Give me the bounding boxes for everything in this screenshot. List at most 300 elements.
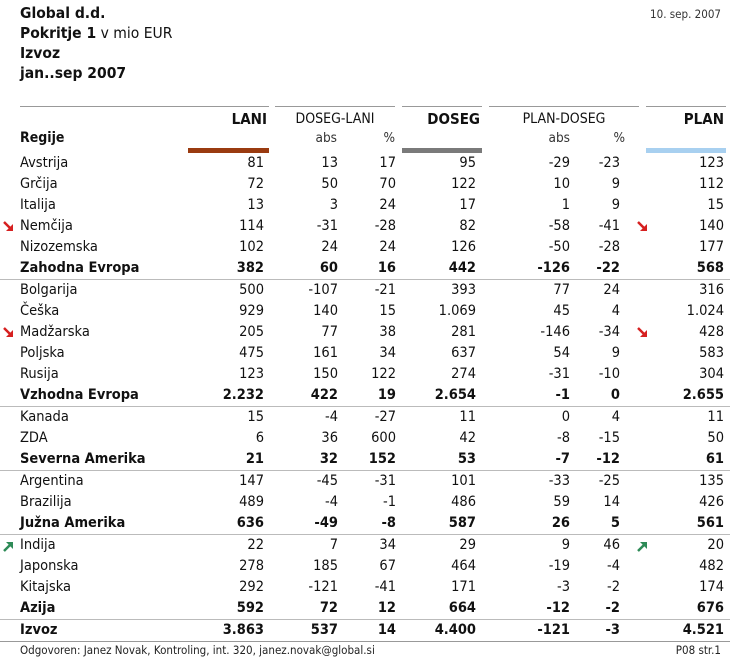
cell-lani xyxy=(188,598,268,620)
cell-plan-doseg-pct xyxy=(570,280,630,302)
cell-lani-value: 21 xyxy=(245,451,264,467)
cell-plan-value: 15 xyxy=(707,197,724,213)
cell-lani xyxy=(188,385,268,407)
cell-doseg xyxy=(396,216,480,237)
cell-plan xyxy=(630,364,730,385)
row-name-value: Zahodna Evropa xyxy=(20,260,140,276)
cell-doseg-lani-pct xyxy=(338,216,396,237)
row-name-value: Azija xyxy=(20,600,56,616)
cell-plan xyxy=(630,153,730,174)
row-name xyxy=(0,195,188,216)
cell-doseg-lani-abs-value: 185 xyxy=(313,558,338,574)
table-row xyxy=(0,195,730,216)
cell-doseg-lani-pct-value: 14 xyxy=(377,622,396,638)
cell-doseg-value: 29 xyxy=(459,537,476,553)
cell-doseg-value: 486 xyxy=(451,494,476,510)
cell-doseg-lani-abs-value: 140 xyxy=(313,303,338,319)
cell-plan-doseg-abs xyxy=(480,492,570,513)
header-rule-plan xyxy=(646,106,726,107)
cell-doseg-lani-abs xyxy=(268,153,338,174)
cell-doseg-lani-abs-value: 36 xyxy=(321,430,338,446)
cell-doseg-lani-pct-value: 34 xyxy=(379,345,396,361)
row-name xyxy=(0,598,188,620)
row-name-value: Izvoz xyxy=(20,622,58,638)
cell-plan-value: 583 xyxy=(699,345,724,361)
cell-plan-doseg-pct xyxy=(570,556,630,577)
cell-plan-doseg-pct-value: -22 xyxy=(596,260,620,276)
cell-plan xyxy=(630,343,730,364)
cell-plan-doseg-abs xyxy=(480,513,570,535)
cell-plan xyxy=(630,407,730,429)
cell-plan-doseg-pct-value: -41 xyxy=(598,218,620,234)
cell-doseg xyxy=(396,513,480,535)
table-row xyxy=(0,364,730,385)
cell-doseg-lani-abs-value: -121 xyxy=(308,579,338,595)
cell-doseg-lani-pct-value: -31 xyxy=(374,473,396,489)
table-row xyxy=(0,301,730,322)
cell-plan xyxy=(630,492,730,513)
cell-doseg-lani-pct-value: 15 xyxy=(379,303,396,319)
cell-plan-doseg-pct-value: -2 xyxy=(605,600,620,616)
cell-doseg-lani-abs xyxy=(268,513,338,535)
cell-doseg-lani-pct-value: -1 xyxy=(382,494,396,510)
cell-doseg-lani-pct-value: -28 xyxy=(374,218,396,234)
cell-doseg-lani-pct-value: 19 xyxy=(377,387,396,403)
cell-plan-doseg-pct-value: 5 xyxy=(610,515,620,531)
row-name-value: Indija xyxy=(20,537,56,553)
cell-lani-value: 72 xyxy=(247,176,264,192)
table-row xyxy=(0,513,730,535)
cell-lani xyxy=(188,174,268,195)
cell-plan-value: 316 xyxy=(699,282,724,298)
table-row xyxy=(0,556,730,577)
cell-doseg-value: 464 xyxy=(451,558,476,574)
cell-doseg-value: 42 xyxy=(459,430,476,446)
export-table xyxy=(0,153,730,642)
cell-doseg-lani-abs xyxy=(268,322,338,343)
cell-plan-doseg-pct xyxy=(570,343,630,364)
cell-plan-doseg-abs-value: 9 xyxy=(561,537,570,553)
cell-doseg-lani-abs xyxy=(268,280,338,302)
cell-doseg-lani-abs-value: 77 xyxy=(321,324,338,340)
cell-plan xyxy=(630,598,730,620)
cell-plan-value: 568 xyxy=(696,260,724,276)
cell-plan-doseg-abs xyxy=(480,301,570,322)
cell-doseg-lani-pct xyxy=(338,492,396,513)
cell-plan-doseg-abs-value: -12 xyxy=(546,600,570,616)
cell-plan-value: 428 xyxy=(699,324,724,340)
row-name xyxy=(0,385,188,407)
cell-plan xyxy=(630,449,730,471)
cell-plan-doseg-pct-value: -12 xyxy=(596,451,620,467)
cell-plan-doseg-abs xyxy=(480,407,570,429)
cell-doseg xyxy=(396,535,480,557)
cell-doseg-lani-abs xyxy=(268,237,338,258)
row-name xyxy=(0,449,188,471)
row-name xyxy=(0,280,188,302)
cell-lani-value: 489 xyxy=(239,494,264,510)
cell-plan-doseg-pct-value: 14 xyxy=(603,494,620,510)
col-header-plan-doseg: PLAN-DOSEG xyxy=(522,111,606,127)
cell-plan-doseg-abs xyxy=(480,471,570,493)
cell-doseg-lani-abs xyxy=(268,343,338,364)
cell-plan-doseg-abs xyxy=(480,280,570,302)
cell-plan-doseg-abs-value: -33 xyxy=(548,473,570,489)
cell-plan-doseg-pct-value: 9 xyxy=(611,197,620,213)
cell-doseg-value: 82 xyxy=(459,218,476,234)
cell-plan-doseg-pct-value: -3 xyxy=(605,622,620,638)
cell-doseg xyxy=(396,492,480,513)
row-name xyxy=(0,216,188,237)
cell-doseg xyxy=(396,428,480,449)
cell-lani-value: 114 xyxy=(239,218,264,234)
cell-plan-doseg-abs-value: -19 xyxy=(548,558,570,574)
cell-plan-value: 11 xyxy=(707,409,724,425)
cell-plan-doseg-pct xyxy=(570,385,630,407)
cell-plan xyxy=(630,258,730,280)
cell-plan-doseg-pct-value: 24 xyxy=(603,282,620,298)
cell-lani-value: 13 xyxy=(247,197,264,213)
cell-doseg-value: 4.400 xyxy=(434,622,476,638)
cell-plan-doseg-abs-value: -3 xyxy=(556,579,570,595)
row-name xyxy=(0,343,188,364)
cell-plan-value: 50 xyxy=(707,430,724,446)
cell-doseg-lani-pct xyxy=(338,471,396,493)
report-header xyxy=(20,3,172,83)
cell-lani xyxy=(188,364,268,385)
cell-doseg-lani-pct-value: 70 xyxy=(379,176,396,192)
cell-plan-doseg-pct-value: 46 xyxy=(603,537,620,553)
cell-doseg-lani-pct-value: -41 xyxy=(374,579,396,595)
row-name xyxy=(0,407,188,429)
cell-plan-doseg-pct xyxy=(570,535,630,557)
cell-lani-value: 102 xyxy=(239,239,264,255)
table-row xyxy=(0,535,730,557)
cell-doseg-lani-pct xyxy=(338,237,396,258)
cell-plan-value: 482 xyxy=(699,558,724,574)
cell-plan-doseg-abs xyxy=(480,153,570,174)
row-name xyxy=(0,364,188,385)
cell-plan-doseg-abs-value: 59 xyxy=(553,494,570,510)
cell-doseg-lani-abs xyxy=(268,385,338,407)
row-name xyxy=(0,620,188,642)
cell-doseg-value: 442 xyxy=(448,260,476,276)
cell-plan xyxy=(630,174,730,195)
cell-doseg-value: 122 xyxy=(451,176,476,192)
row-name xyxy=(0,556,188,577)
cell-plan-doseg-abs-value: -126 xyxy=(537,260,570,276)
cell-plan-doseg-pct-value: -4 xyxy=(606,558,620,574)
cell-doseg-lani-pct-value: 12 xyxy=(377,600,396,616)
cell-plan-doseg-abs-value: -50 xyxy=(548,239,570,255)
cell-plan-doseg-abs-value: -1 xyxy=(555,387,570,403)
cell-plan xyxy=(630,428,730,449)
table-row xyxy=(0,407,730,429)
cell-doseg-lani-abs-value: -45 xyxy=(316,473,338,489)
row-name-value: Kitajska xyxy=(20,579,71,595)
cell-doseg-lani-abs xyxy=(268,407,338,429)
cell-plan-doseg-pct xyxy=(570,174,630,195)
row-name-value: Grčija xyxy=(20,176,58,192)
cell-doseg-value: 1.069 xyxy=(438,303,476,319)
trend-down-icon xyxy=(2,220,16,234)
table-row xyxy=(0,577,730,598)
cell-plan-doseg-pct xyxy=(570,153,630,174)
cell-lani-value: 278 xyxy=(239,558,264,574)
col-header-doseg: DOSEG xyxy=(427,110,480,128)
cell-plan-doseg-pct-value: 4 xyxy=(611,409,620,425)
cell-plan-doseg-pct xyxy=(570,216,630,237)
cell-doseg-lani-abs-value: 60 xyxy=(319,260,338,276)
table-row xyxy=(0,620,730,642)
cell-plan-doseg-abs-value: 77 xyxy=(553,282,570,298)
cell-plan-doseg-abs-value: -146 xyxy=(540,324,570,340)
cell-plan-doseg-pct xyxy=(570,258,630,280)
col-header-lani: LANI xyxy=(231,110,267,128)
cell-plan-doseg-pct-value: 4 xyxy=(611,303,620,319)
report-date: 10. sep. 2007 xyxy=(650,7,721,21)
cell-plan-doseg-pct-value: -28 xyxy=(598,239,620,255)
cell-plan-value: 20 xyxy=(707,537,724,553)
cell-doseg-value: 281 xyxy=(451,324,476,340)
cell-doseg xyxy=(396,258,480,280)
cell-doseg-lani-abs-value: -4 xyxy=(324,409,338,425)
row-name-value: Italija xyxy=(20,197,56,213)
cell-doseg-lani-abs xyxy=(268,556,338,577)
cell-doseg-lani-abs xyxy=(268,216,338,237)
cell-lani xyxy=(188,237,268,258)
col-sub-abs-pd: abs xyxy=(548,130,570,146)
row-name-value: ZDA xyxy=(20,430,48,446)
cell-plan-doseg-abs-value: -8 xyxy=(556,430,570,446)
trend-down-icon xyxy=(2,326,16,340)
cell-plan-doseg-pct-value: 0 xyxy=(610,387,620,403)
cell-plan-doseg-abs-value: -121 xyxy=(537,622,570,638)
cell-doseg-lani-abs-value: 50 xyxy=(321,176,338,192)
trend-down-icon xyxy=(636,326,650,340)
cell-plan-value: 112 xyxy=(699,176,724,192)
cell-plan-doseg-pct-value: 9 xyxy=(611,176,620,192)
cell-doseg-lani-abs-value: 7 xyxy=(329,537,338,553)
row-name xyxy=(0,535,188,557)
cell-doseg-lani-pct-value: 600 xyxy=(371,430,396,446)
cell-doseg-lani-pct xyxy=(338,322,396,343)
cell-doseg-value: 664 xyxy=(448,600,476,616)
cell-doseg-lani-abs xyxy=(268,471,338,493)
cell-doseg-lani-abs-value: 3 xyxy=(329,197,338,213)
cell-doseg-lani-abs-value: 422 xyxy=(310,387,338,403)
cell-lani-value: 636 xyxy=(236,515,264,531)
col-header-doseg-lani: DOSEG-LANI xyxy=(295,111,375,127)
cell-doseg-lani-abs-value: 72 xyxy=(319,600,338,616)
cell-doseg-lani-pct-value: 16 xyxy=(377,260,396,276)
cell-doseg xyxy=(396,598,480,620)
cell-plan-doseg-abs xyxy=(480,343,570,364)
cell-doseg-value: 53 xyxy=(457,451,476,467)
cell-plan xyxy=(630,195,730,216)
cell-doseg xyxy=(396,280,480,302)
table-row xyxy=(0,598,730,620)
cell-lani-value: 500 xyxy=(239,282,264,298)
row-name-value: Južna Amerika xyxy=(20,515,126,531)
cell-plan-doseg-abs xyxy=(480,237,570,258)
cell-plan-doseg-abs-value: -58 xyxy=(548,218,570,234)
cell-plan-value: 676 xyxy=(696,600,724,616)
cell-doseg-lani-pct xyxy=(338,364,396,385)
cell-lani xyxy=(188,258,268,280)
cell-plan-doseg-abs xyxy=(480,322,570,343)
table-body xyxy=(0,153,730,642)
cell-lani xyxy=(188,471,268,493)
cell-plan-doseg-abs xyxy=(480,556,570,577)
row-name xyxy=(0,577,188,598)
cell-doseg-lani-pct xyxy=(338,535,396,557)
cell-doseg-lani-abs xyxy=(268,535,338,557)
cell-doseg-value: 171 xyxy=(451,579,476,595)
cell-lani-value: 81 xyxy=(247,155,264,171)
cell-doseg-lani-abs xyxy=(268,577,338,598)
cell-lani-value: 2.232 xyxy=(222,387,264,403)
cell-plan-doseg-abs xyxy=(480,216,570,237)
cell-doseg-lani-pct-value: 24 xyxy=(379,197,396,213)
cell-plan-value: 123 xyxy=(699,155,724,171)
row-name-value: Vzhodna Evropa xyxy=(20,387,139,403)
cell-doseg-value: 11 xyxy=(459,409,476,425)
row-name-value: Kanada xyxy=(20,409,69,425)
cell-plan xyxy=(630,301,730,322)
cell-doseg-lani-pct xyxy=(338,449,396,471)
cell-plan-doseg-abs xyxy=(480,174,570,195)
row-name xyxy=(0,513,188,535)
col-header-regije: Regije xyxy=(20,130,65,146)
col-sub-pct-pd: % xyxy=(613,130,625,146)
cell-doseg-lani-pct xyxy=(338,153,396,174)
cell-plan-doseg-pct-value: -10 xyxy=(598,366,620,382)
cell-doseg xyxy=(396,449,480,471)
table-row xyxy=(0,385,730,407)
cell-plan-doseg-abs xyxy=(480,598,570,620)
cell-doseg-value: 95 xyxy=(459,155,476,171)
cell-doseg-lani-pct-value: 34 xyxy=(379,537,396,553)
report-title-bold: Pokritje 1 xyxy=(20,24,97,42)
row-name xyxy=(0,237,188,258)
cell-doseg-value: 587 xyxy=(448,515,476,531)
cell-doseg-lani-abs xyxy=(268,449,338,471)
row-name-value: Severna Amerika xyxy=(20,451,146,467)
cell-plan xyxy=(630,471,730,493)
cell-lani xyxy=(188,301,268,322)
cell-plan-doseg-abs-value: 10 xyxy=(553,176,570,192)
cell-doseg xyxy=(396,237,480,258)
cell-lani xyxy=(188,535,268,557)
table-row xyxy=(0,449,730,471)
cell-lani-value: 205 xyxy=(239,324,264,340)
row-name-value: Nemčija xyxy=(20,218,73,234)
cell-doseg-lani-abs-value: -107 xyxy=(308,282,338,298)
cell-plan-doseg-abs-value: 0 xyxy=(561,409,570,425)
cell-plan-doseg-pct xyxy=(570,598,630,620)
cell-lani xyxy=(188,195,268,216)
cell-lani-value: 147 xyxy=(239,473,264,489)
cell-plan xyxy=(630,237,730,258)
cell-lani-value: 292 xyxy=(239,579,264,595)
header-rule-doseg xyxy=(402,106,482,107)
trend-up-icon xyxy=(636,539,650,553)
cell-lani xyxy=(188,577,268,598)
col-header-plan: PLAN xyxy=(683,110,724,128)
header-rule-doseg-lani xyxy=(275,106,395,107)
cell-plan-doseg-pct xyxy=(570,471,630,493)
cell-doseg-lani-pct-value: 67 xyxy=(379,558,396,574)
cell-plan-value: 426 xyxy=(699,494,724,510)
cell-doseg-lani-abs xyxy=(268,174,338,195)
row-name-value: Japonska xyxy=(20,558,79,574)
cell-lani xyxy=(188,407,268,429)
cell-plan-doseg-abs-value: -31 xyxy=(548,366,570,382)
cell-plan-doseg-pct xyxy=(570,195,630,216)
cell-lani xyxy=(188,322,268,343)
cell-plan-value: 174 xyxy=(699,579,724,595)
cell-plan-doseg-pct-value: -2 xyxy=(606,579,620,595)
cell-plan-doseg-abs-value: -29 xyxy=(548,155,570,171)
row-name-value: Madžarska xyxy=(20,324,90,340)
cell-doseg-lani-abs-value: 13 xyxy=(321,155,338,171)
cell-doseg-lani-abs-value: -49 xyxy=(314,515,338,531)
cell-doseg xyxy=(396,195,480,216)
header-rule-plan-doseg xyxy=(489,106,639,107)
cell-plan-doseg-abs-value: 1 xyxy=(561,197,570,213)
row-name xyxy=(0,492,188,513)
cell-doseg-lani-pct xyxy=(338,428,396,449)
cell-plan-doseg-abs xyxy=(480,195,570,216)
cell-plan-doseg-pct xyxy=(570,449,630,471)
col-sub-pct-dl: % xyxy=(383,130,395,146)
cell-lani xyxy=(188,343,268,364)
cell-doseg-lani-pct xyxy=(338,620,396,642)
cell-plan-doseg-pct xyxy=(570,301,630,322)
cell-lani xyxy=(188,449,268,471)
header-rule-left xyxy=(20,106,269,107)
cell-plan-value: 304 xyxy=(699,366,724,382)
cell-doseg-lani-abs-value: 32 xyxy=(319,451,338,467)
company-name: Global d.d. xyxy=(20,4,106,22)
row-name xyxy=(0,258,188,280)
cell-plan-value: 177 xyxy=(699,239,724,255)
cell-doseg-lani-abs xyxy=(268,364,338,385)
table-row xyxy=(0,258,730,280)
cell-doseg xyxy=(396,471,480,493)
cell-plan-doseg-abs xyxy=(480,428,570,449)
cell-lani xyxy=(188,428,268,449)
cell-plan-value: 561 xyxy=(696,515,724,531)
cell-plan-doseg-pct xyxy=(570,577,630,598)
row-name-value: Češka xyxy=(20,303,60,319)
cell-doseg xyxy=(396,364,480,385)
table-row xyxy=(0,153,730,174)
row-name xyxy=(0,471,188,493)
cell-plan-doseg-pct xyxy=(570,322,630,343)
table-row xyxy=(0,322,730,343)
cell-lani xyxy=(188,216,268,237)
cell-plan-doseg-abs xyxy=(480,577,570,598)
cell-plan-doseg-abs-value: 45 xyxy=(553,303,570,319)
cell-doseg-lani-pct xyxy=(338,258,396,280)
cell-doseg-lani-pct-value: 17 xyxy=(379,155,396,171)
cell-lani-value: 592 xyxy=(236,600,264,616)
cell-plan xyxy=(630,280,730,302)
cell-doseg-value: 393 xyxy=(451,282,476,298)
cell-doseg-lani-pct-value: 122 xyxy=(371,366,396,382)
